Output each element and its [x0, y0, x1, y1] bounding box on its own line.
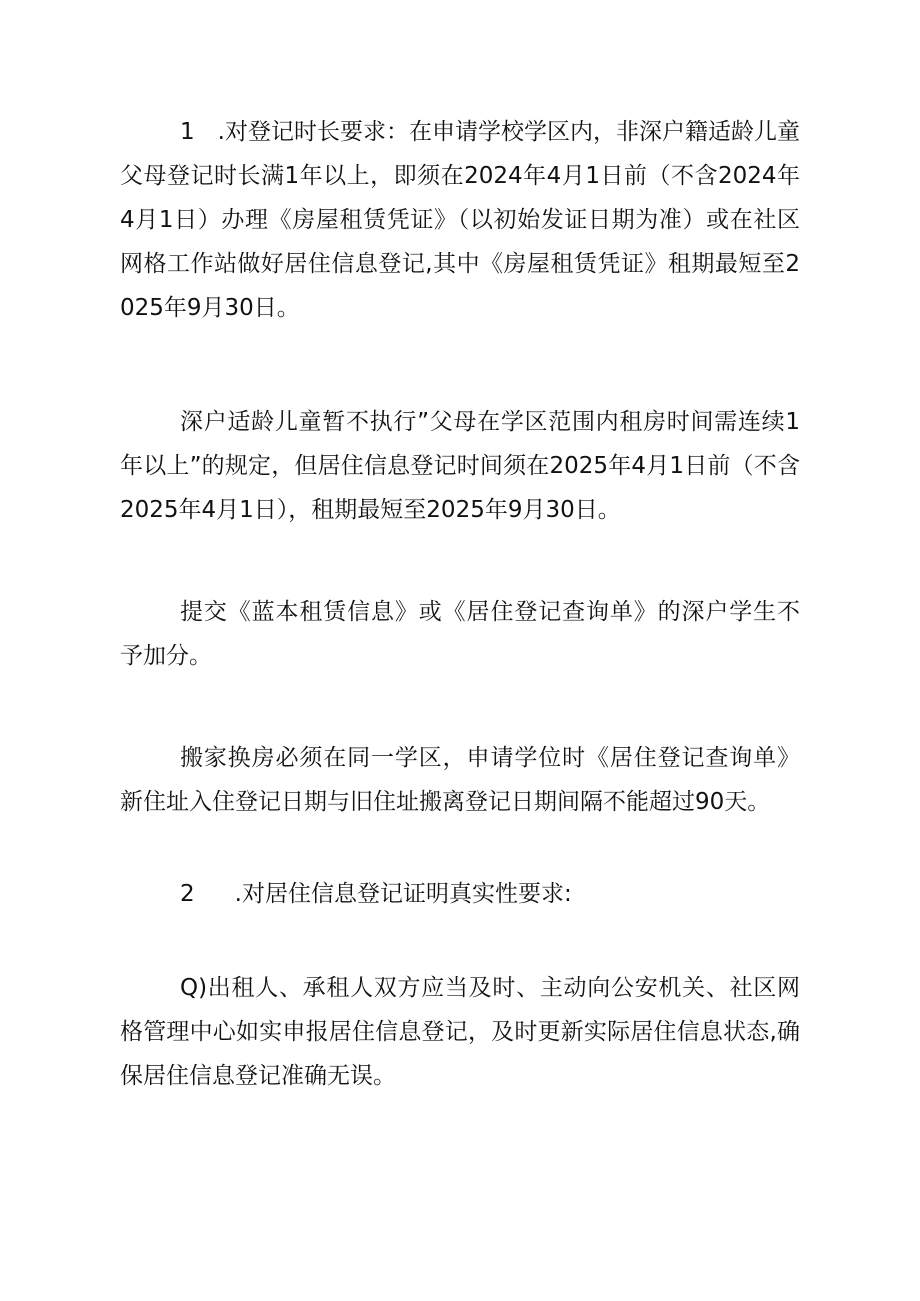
paragraph-local-children-rule: 深户适龄儿童暂不执行”父母在学区范围内租房时间需连续1年以上”的规定，但居住信息登记时间须在2025年4月1日前（不含2025年4月1日），租期最短至2025年9月30日。	[120, 409, 800, 523]
paragraph-moving-house-rule: 搬家换房必须在同一学区，申请学位时《居住登记查询单》新住址入住登记日期与旧住址搬离登记日期间隔不能超过90天。	[120, 745, 800, 815]
paragraph-no-bonus-points: 提交《蓝本租赁信息》或《居住登记查询单》的深户学生不予加分。	[120, 599, 800, 669]
section-number: 2	[180, 881, 195, 907]
paragraph-authenticity-requirement: Q)出租人、承租人双方应当及时、主动向公安机关、社区网格管理中心如实申报居住信息登记，及时更新实际居住信息状态,确保居住信息登记准确无误。	[120, 975, 800, 1089]
paragraph-registration-duration: 1 .对登记时长要求：在申请学校学区内，非深户籍适龄儿童父母登记时长满1年以上，即须在2024年4月1日前（不含2024年4月1日）办理《房屋租赁凭证》（以初始发证日期为准）或在社区网格工作站做好居住信息登记,其中《房屋租赁凭证》租期最短至2025年9月30日。	[120, 119, 800, 321]
paragraph-section-2-heading	[120, 872, 800, 916]
section-heading-text: .对居住信息登记证明真实性要求:	[234, 881, 572, 907]
